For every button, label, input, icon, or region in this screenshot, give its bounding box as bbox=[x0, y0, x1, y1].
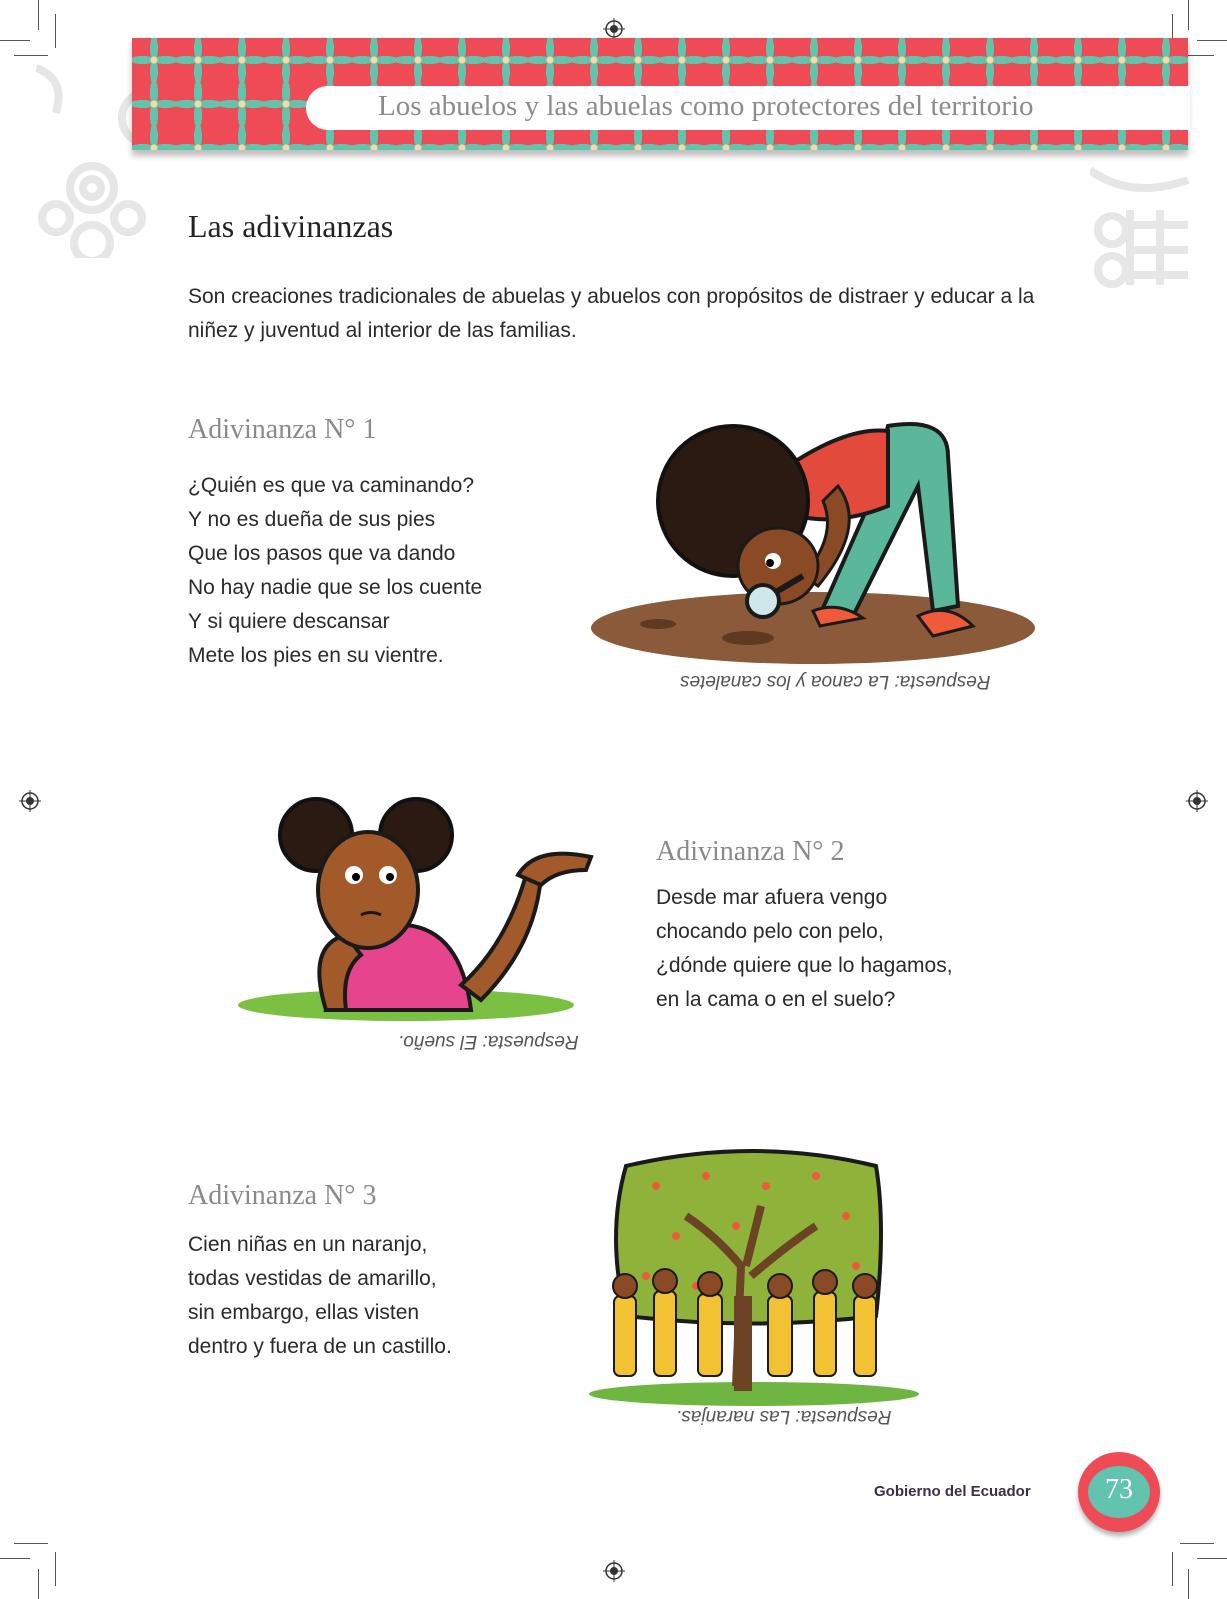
riddle-2-title: Adivinanza N° 2 bbox=[656, 836, 845, 867]
thinking-girl-illustration bbox=[236, 795, 606, 1027]
riddle-3-title: Adivinanza N° 3 bbox=[188, 1180, 377, 1211]
crop-mark bbox=[0, 1558, 30, 1559]
crop-mark bbox=[0, 40, 30, 41]
page-number: 73 bbox=[1105, 1474, 1133, 1505]
crop-mark bbox=[1188, 0, 1189, 30]
verse-line: No hay nadie que se los cuente bbox=[188, 576, 483, 599]
registration-mark-icon bbox=[19, 790, 41, 812]
maze-ornament-icon bbox=[1090, 150, 1190, 295]
child-with-magnifier-illustration bbox=[588, 416, 1040, 666]
verse-line: sin embargo, ellas visten bbox=[188, 1301, 420, 1324]
verse-line: todas vestidas de amarillo, bbox=[188, 1267, 437, 1290]
registration-mark-icon bbox=[603, 1560, 625, 1582]
crop-mark bbox=[1172, 1552, 1173, 1586]
crop-mark bbox=[1188, 1569, 1189, 1599]
crop-mark bbox=[55, 1552, 56, 1586]
riddle-1-answer: Respuesta: La canoa y los canaletes bbox=[680, 671, 991, 692]
registration-mark-icon bbox=[603, 18, 625, 40]
crop-mark bbox=[1197, 40, 1227, 41]
orange-tree-with-girls-illustration bbox=[586, 1146, 922, 1408]
crop-mark bbox=[38, 0, 39, 30]
riddle-2-verse bbox=[656, 881, 953, 1017]
crop-mark bbox=[1197, 1558, 1227, 1559]
publisher-name: Gobierno del Ecuador bbox=[874, 1483, 1031, 1500]
header-title: Los abuelos y las abuelas como protectores del territorio bbox=[378, 90, 1034, 122]
verse-line: Que los pasos que va dando bbox=[188, 542, 456, 565]
verse-line: en la cama o en el suelo? bbox=[656, 988, 896, 1011]
verse-line: Y si quiere descansar bbox=[188, 610, 390, 633]
verse-line: ¿dónde quiere que lo hagamos, bbox=[656, 954, 953, 977]
registration-mark-icon bbox=[1186, 790, 1208, 812]
verse-line: chocando pelo con pelo, bbox=[656, 920, 884, 943]
crop-mark bbox=[14, 1543, 48, 1544]
riddle-2-answer: Respuesta: El sueño. bbox=[398, 1031, 579, 1052]
riddle-1-verse bbox=[188, 469, 482, 673]
riddle-1-title: Adivinanza N° 1 bbox=[188, 414, 377, 445]
riddle-3-answer: Respuesta: Las naranjas. bbox=[676, 1406, 892, 1427]
crop-mark bbox=[1180, 1543, 1214, 1544]
section-heading: Las adivinanzas bbox=[188, 208, 394, 244]
section-intro: Son creaciones tradicionales de abuelas y abuelos con propósitos de distraer y educar a la niñez y juventud al interior de las familias. bbox=[188, 285, 1035, 342]
verse-line: Mete los pies en su vientre. bbox=[188, 644, 444, 667]
verse-line: dentro y fuera de un castillo. bbox=[188, 1335, 452, 1358]
verse-line: ¿Quién es que va caminando? bbox=[188, 474, 475, 497]
verse-line: Desde mar afuera vengo bbox=[656, 886, 888, 909]
verse-line: Cien niñas en un naranjo, bbox=[188, 1233, 428, 1256]
verse-line: Y no es dueña de sus pies bbox=[188, 508, 436, 531]
riddle-3-verse bbox=[188, 1228, 452, 1364]
crop-mark bbox=[38, 1569, 39, 1599]
